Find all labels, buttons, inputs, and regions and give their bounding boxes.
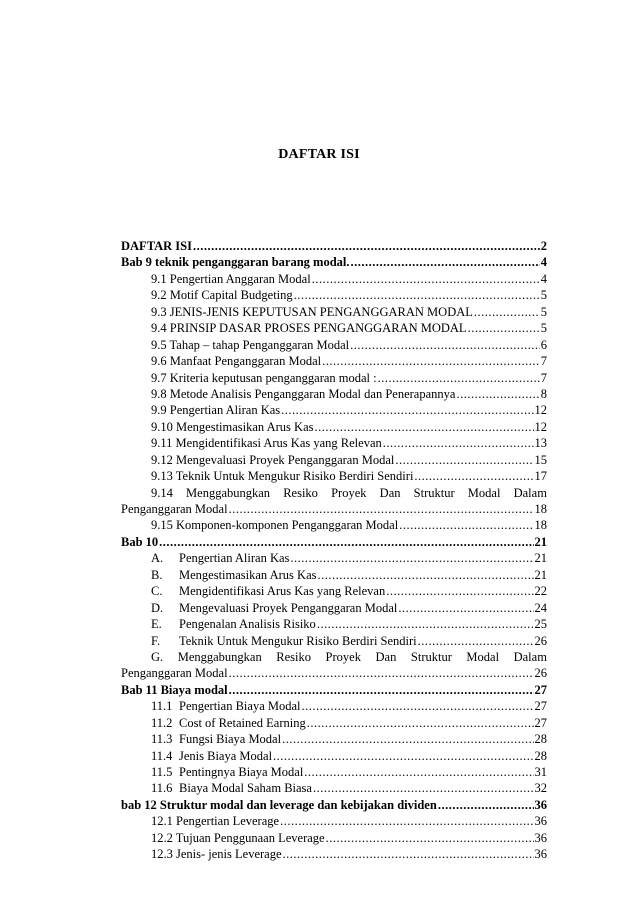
toc-entry-text: 9.12 Mengevaluasi Proyek Penganggaran Modal <box>151 452 395 467</box>
toc-word: Dalam <box>513 485 547 500</box>
toc-entry[interactable] <box>121 501 547 517</box>
toc-entry-text: 9.3 JENIS-JENIS KEPUTUSAN PENGANGGARAN MODAL <box>151 304 473 319</box>
toc-entry-label <box>151 550 289 566</box>
toc-entry-page: 6 <box>540 337 547 352</box>
toc-leader <box>302 698 534 714</box>
toc-entry[interactable] <box>121 633 547 649</box>
toc-entry-page: 25 <box>534 617 547 632</box>
toc-entry[interactable] <box>121 419 547 435</box>
toc-entry[interactable] <box>121 797 547 813</box>
toc-leader <box>312 271 540 287</box>
toc-entry-justified-line[interactable] <box>121 485 547 501</box>
toc-entry-text: 9.7 Kriteria keputusan penganggaran modal : <box>151 370 377 385</box>
toc-entry-text: Pengertian Biaya Modal <box>179 699 301 714</box>
toc-entry-number: 11.1 <box>151 699 173 714</box>
toc-entry-page: 27 <box>534 715 547 730</box>
toc-entry-page: 2 <box>540 239 547 253</box>
toc-entry[interactable] <box>121 830 547 846</box>
toc-entry-label <box>151 748 272 764</box>
toc-word: Modal <box>466 649 500 664</box>
toc-leader <box>474 304 540 320</box>
toc-leader <box>395 452 533 468</box>
toc-entry-text: 9.4 PRINSIP DASAR PROSES PENGANGGARAN MODAL <box>151 321 467 336</box>
toc-entry[interactable] <box>121 534 547 550</box>
toc-word: Menggabungkan <box>186 485 271 500</box>
toc-leader <box>273 748 533 764</box>
toc-entry-page: 36 <box>534 814 547 829</box>
toc-word: Resiko <box>283 485 318 500</box>
toc-entry-page: 26 <box>534 666 547 681</box>
toc-entry-text: 9.11 Mengidentifikasi Arus Kas yang Relevan <box>151 436 382 451</box>
toc-entry[interactable] <box>121 682 547 698</box>
toc-entry-text: 12.2 Tujuan Penggunaan Leverage <box>151 830 325 845</box>
toc-entry-number: F. <box>151 633 161 648</box>
toc-leader <box>418 633 534 649</box>
toc-word: Dan <box>375 649 397 664</box>
toc-entry-number: 11.3 <box>151 732 173 747</box>
toc-entry-text: Pengertian Aliran Kas <box>179 551 290 566</box>
toc-leader <box>314 419 533 435</box>
toc-leader <box>317 567 533 583</box>
toc-leader <box>351 254 540 270</box>
toc-entry-number: A. <box>151 551 164 566</box>
toc-entry-text: Fungsi Biaya Modal <box>179 732 282 747</box>
toc-entry-label <box>151 780 312 796</box>
toc-entry-text: Bab 11 Biaya modal <box>121 682 228 697</box>
toc-entry[interactable] <box>121 616 547 632</box>
toc-entry[interactable] <box>121 304 547 320</box>
toc-entry[interactable] <box>121 764 547 780</box>
toc-word: Dalam <box>513 649 547 664</box>
toc-entry[interactable] <box>121 550 547 566</box>
toc-leader <box>294 287 540 303</box>
page-title: DAFTAR ISI <box>278 147 360 162</box>
toc-entry-label <box>151 633 417 649</box>
toc-entry-page: 26 <box>534 633 547 648</box>
toc-entry-text: Biaya Modal Saham Biasa <box>179 781 312 796</box>
toc-leader <box>159 534 533 550</box>
toc-entry-page: 5 <box>540 288 547 303</box>
toc-entry-number: 11.4 <box>151 748 173 763</box>
toc-leader <box>456 386 539 402</box>
toc-entry-label <box>151 583 385 599</box>
toc-entry[interactable] <box>121 715 547 731</box>
toc-leader <box>280 813 533 829</box>
toc-leader <box>229 501 534 517</box>
toc-entry-label <box>151 600 397 616</box>
toc-leader <box>282 731 533 747</box>
toc-leader <box>317 616 534 632</box>
toc-leader <box>326 830 534 846</box>
toc-leader <box>313 780 534 796</box>
toc-entry-page: 12 <box>534 403 547 418</box>
toc-leader <box>399 517 533 533</box>
toc-entry[interactable] <box>121 468 547 484</box>
toc-entry[interactable] <box>121 567 547 583</box>
toc-entry-text: Mengevaluasi Proyek Penganggaran Modal <box>179 600 398 615</box>
toc-leader <box>290 550 533 566</box>
toc-entry-page: 27 <box>534 682 547 697</box>
toc-entry[interactable] <box>121 813 547 829</box>
toc-entry-text: Penganggaran Modal <box>121 666 228 681</box>
toc-entry-text: 12.3 Jenis- jenis Leverage <box>151 847 282 862</box>
toc-entry-page: 4 <box>540 255 547 270</box>
toc-entry-page: 22 <box>534 584 547 599</box>
toc-entry-label <box>151 698 301 714</box>
toc-leader <box>193 238 540 254</box>
toc-leader <box>383 435 534 451</box>
toc-leader <box>386 583 533 599</box>
toc-entry-text: 9.9 Pengertian Aliran Kas <box>151 403 281 418</box>
toc-entry-number: E. <box>151 617 162 632</box>
toc-entry-page: 4 <box>540 271 547 286</box>
toc-entry-text: 9.15 Komponen-komponen Penganggaran Modal <box>151 518 399 533</box>
toc-entry-text: 9.5 Tahap – tahap Penganggaran Modal <box>151 337 350 352</box>
toc-entry-page: 36 <box>534 847 547 862</box>
toc-entry-number: D. <box>151 600 164 615</box>
toc-entry-text: DAFTAR ISI <box>121 239 192 253</box>
toc-word: Struktur <box>413 485 455 500</box>
toc-entry-page: 13 <box>534 436 547 451</box>
toc-entry-page: 18 <box>534 502 547 516</box>
toc-word: Dan <box>379 485 401 500</box>
toc-entry-text: Cost of Retained Earning <box>179 715 306 730</box>
toc-word: Proyek <box>331 485 367 500</box>
toc-entry-page: 17 <box>534 469 547 484</box>
toc-entry-page: 27 <box>534 699 547 714</box>
toc-entry-text: Mengidentifikasi Arus Kas yang Relevan <box>179 584 386 599</box>
toc-entry-text: 9.6 Manfaat Penganggaran Modal <box>151 354 322 369</box>
toc-entry-text: Bab 10 <box>121 534 159 549</box>
toc-leader <box>414 468 533 484</box>
toc-leader <box>304 764 533 780</box>
toc-entry-page: 24 <box>534 600 547 615</box>
toc-entry-text: bab 12 Struktur modal dan leverage dan kebijakan dividen <box>121 797 437 812</box>
toc-leader <box>307 715 534 731</box>
toc-word: Modal <box>467 485 501 500</box>
toc-entry[interactable] <box>121 748 547 764</box>
toc-entry-page: 7 <box>540 370 547 385</box>
toc-entry-page: 18 <box>534 518 547 533</box>
toc-entry-page: 5 <box>540 304 547 319</box>
toc-entry[interactable] <box>121 452 547 468</box>
toc-entry[interactable] <box>121 254 547 270</box>
toc-entry[interactable] <box>121 271 547 287</box>
toc-entry-text: 9.2 Motif Capital Budgeting <box>151 288 293 303</box>
toc-entry-page: 28 <box>534 748 547 763</box>
toc-entry-page: 31 <box>534 765 547 779</box>
toc-entry-page: 21 <box>534 551 547 566</box>
toc-entry-text: Pengenalan Analisis Risiko <box>179 617 316 632</box>
toc-entry[interactable] <box>121 353 547 369</box>
toc-entry[interactable] <box>121 320 547 336</box>
toc-leader <box>281 402 533 418</box>
toc-entry-label <box>151 715 306 731</box>
toc-entry[interactable] <box>121 600 547 616</box>
toc-entry-page: 7 <box>540 354 547 369</box>
toc-entry-page: 15 <box>534 452 547 467</box>
toc-entry-number: C. <box>151 584 163 599</box>
toc-entry-page: 21 <box>534 534 547 549</box>
toc-entry[interactable] <box>121 780 547 796</box>
toc-entry[interactable] <box>121 698 547 714</box>
toc-leader <box>398 600 533 616</box>
toc-leader <box>468 320 540 336</box>
toc-entry-text: Penganggaran Modal <box>121 502 228 516</box>
toc-entry-label <box>151 764 303 780</box>
toc-entry-text: Mengestimasikan Arus Kas <box>179 567 317 582</box>
toc-entry-page: 36 <box>534 830 547 845</box>
toc-entry-page: 36 <box>534 797 547 812</box>
toc-leader <box>322 353 540 369</box>
toc-entry-text: 9.8 Metode Analisis Penganggaran Modal dan Penerapannya <box>151 386 456 401</box>
toc-entry-number: 11.2 <box>151 715 173 730</box>
toc-word: G. <box>151 649 164 664</box>
toc-entry[interactable] <box>121 731 547 747</box>
toc-entry-text: 9.10 Mengestimasikan Arus Kas <box>151 419 314 434</box>
toc-entry-text: Teknik Untuk Mengukur Risiko Berdiri Sendiri <box>179 633 417 648</box>
toc-entry[interactable] <box>121 287 547 303</box>
toc-entry[interactable] <box>121 337 547 353</box>
toc-entry-text: Pentingnya Biaya Modal <box>179 765 304 779</box>
toc-entry[interactable] <box>121 370 547 386</box>
toc-entry-page: 21 <box>534 567 547 582</box>
toc-entry-page: 5 <box>540 321 547 336</box>
toc-entry-number: 11.6 <box>151 781 173 796</box>
toc-entry-page: 8 <box>540 386 547 401</box>
toc-entry-label <box>151 567 316 583</box>
toc-entry[interactable] <box>121 846 547 862</box>
toc-word: 9.14 <box>151 485 173 500</box>
toc-entry[interactable] <box>121 665 547 681</box>
toc-leader <box>283 846 534 862</box>
toc-word: Resiko <box>276 649 311 664</box>
table-of-contents <box>121 238 547 863</box>
toc-leader <box>378 370 540 386</box>
toc-entry[interactable] <box>121 435 547 451</box>
toc-word: Menggabungkan <box>177 649 262 664</box>
toc-entry-label <box>151 616 316 632</box>
toc-leader <box>438 797 534 813</box>
toc-entry-text: 9.13 Teknik Untuk Mengukur Risiko Berdiri Sendiri <box>151 469 414 484</box>
toc-entry[interactable] <box>121 517 547 533</box>
toc-entry-justified-line[interactable] <box>121 649 547 665</box>
toc-entry-text: Bab 9 teknik penganggaran barang modal. <box>121 255 350 270</box>
toc-entry[interactable] <box>121 402 547 418</box>
toc-entry[interactable] <box>121 583 547 599</box>
toc-entry-page: 12 <box>534 419 547 434</box>
toc-leader <box>229 665 534 681</box>
toc-entry-text: 9.1 Pengertian Anggaran Modal <box>151 271 311 286</box>
toc-word: Proyek <box>325 649 361 664</box>
toc-entry-number: 11.5 <box>151 765 173 779</box>
toc-entry[interactable] <box>121 386 547 402</box>
toc-entry[interactable] <box>121 238 547 254</box>
toc-entry-number: B. <box>151 567 163 582</box>
toc-leader <box>350 337 540 353</box>
toc-entry-text: Jenis Biaya Modal <box>179 748 273 763</box>
toc-entry-page: 28 <box>534 732 547 747</box>
toc-entry-text: 12.1 Pengertian Leverage <box>151 814 280 829</box>
toc-word: Struktur <box>410 649 452 664</box>
toc-entry-page: 32 <box>534 781 547 796</box>
toc-entry-label <box>151 731 281 747</box>
toc-leader <box>229 682 534 698</box>
